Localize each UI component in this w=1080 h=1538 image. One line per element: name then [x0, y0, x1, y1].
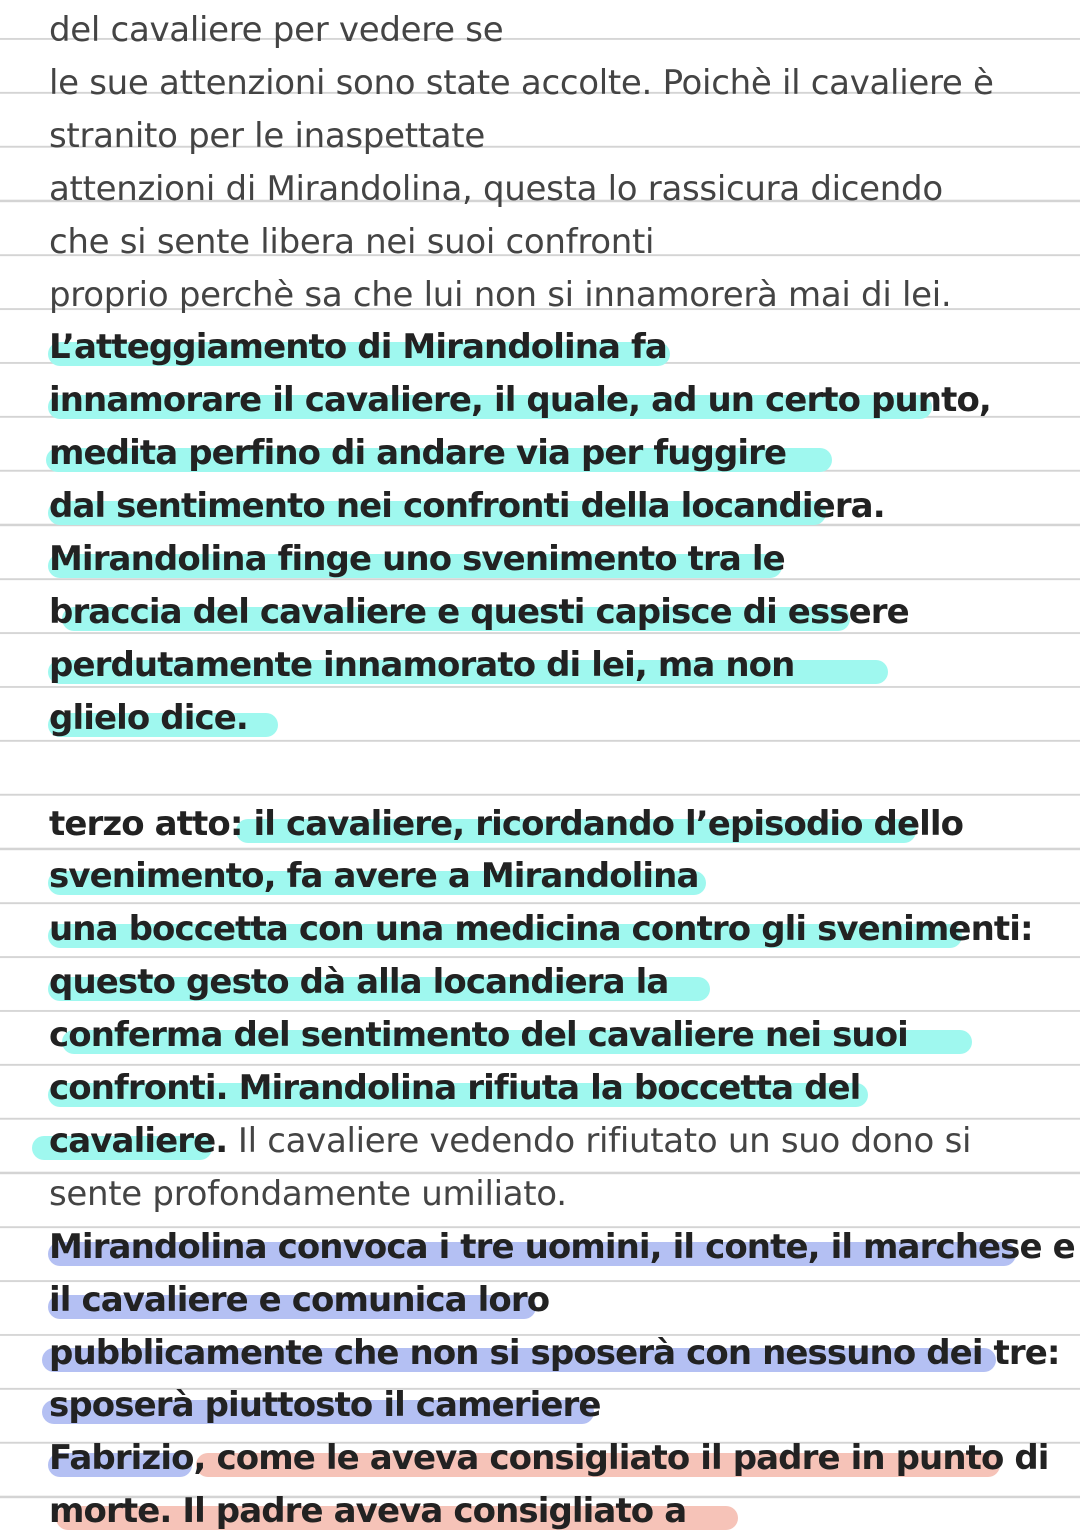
bold-text: conferma del sentimento del cavaliere nei suoi	[49, 1015, 908, 1056]
line-text	[49, 1383, 601, 1427]
plain-text: stranito per le inaspettate	[49, 115, 485, 156]
bold-text: dal sentimento nei confronti della locandiera.	[49, 486, 885, 527]
bold-text: il cavaliere e comunica loro	[49, 1279, 550, 1320]
note-line	[0, 586, 1080, 639]
note-line	[0, 4, 1080, 57]
bold-text: svenimento, fa avere a Mirandolina	[49, 856, 699, 897]
note-line	[0, 110, 1080, 163]
note-line	[0, 692, 1080, 745]
plain-text: le sue attenzioni sono state accolte. Poichè il cavaliere è	[49, 62, 994, 103]
line-text	[49, 114, 485, 158]
plain-text: che si sente libera nei suoi confronti	[49, 221, 655, 262]
note-line	[0, 903, 1080, 956]
note-line	[0, 639, 1080, 692]
line-text	[49, 960, 668, 1004]
note-line	[0, 480, 1080, 533]
plain-text: sente profondamente umiliato.	[49, 1173, 567, 1214]
note-line	[0, 216, 1080, 269]
plain-text: Il cavaliere vedendo rifiutato un suo dono si	[227, 1120, 972, 1161]
line-text	[49, 1489, 686, 1533]
line-text	[49, 537, 785, 581]
bold-text: perdutamente innamorato di lei, ma non	[49, 644, 795, 685]
note-line	[0, 1062, 1080, 1115]
bold-text: innamorare il cavaliere, il quale, ad un certo punto,	[49, 380, 991, 421]
line-text	[49, 854, 699, 898]
note-line	[0, 1327, 1080, 1380]
note-line	[0, 1485, 1080, 1538]
line-text	[49, 590, 909, 634]
bold-text: medita perfino di andare via per fuggire	[49, 433, 787, 474]
note-line	[0, 269, 1080, 322]
bold-text: glielo dice.	[49, 697, 248, 738]
line-text	[49, 1119, 971, 1163]
line-text	[49, 8, 503, 52]
bold-text: Fabrizio	[49, 1438, 194, 1479]
line-text	[49, 802, 963, 846]
bold-text: pubblicamente che non si sposerà con nessuno dei tre:	[49, 1332, 1060, 1373]
plain-text: proprio perchè sa che lui non si innamorerà mai di lei.	[49, 274, 952, 315]
line-text	[49, 1225, 1075, 1269]
bold-text: Mirandolina finge uno svenimento tra le	[49, 539, 785, 579]
line-text	[49, 220, 654, 264]
line-text	[49, 696, 248, 740]
note-line	[0, 1168, 1080, 1221]
line-text	[49, 167, 943, 211]
line-text	[49, 484, 885, 528]
line-text	[49, 907, 1033, 951]
line-text	[49, 1066, 860, 1110]
note-line	[0, 745, 1080, 798]
line-text	[49, 1278, 549, 1322]
bold-text: terzo atto:	[49, 803, 254, 844]
bold-text: questo gesto dà alla locandiera la	[49, 962, 669, 1003]
note-line	[0, 1115, 1080, 1168]
bold-text: Mirandolina convoca i tre uomini, il conte, il marchese e	[49, 1226, 1075, 1267]
note-line	[0, 1221, 1080, 1274]
note-line	[0, 1274, 1080, 1327]
bold-text: confronti. Mirandolina rifiuta la boccetta del	[49, 1068, 861, 1108]
line-text	[49, 325, 667, 369]
note-line	[0, 1379, 1080, 1432]
note-line	[0, 956, 1080, 1009]
line-text	[49, 1172, 567, 1216]
bold-text: cavaliere.	[49, 1120, 228, 1161]
note-line	[0, 321, 1080, 374]
line-text	[49, 643, 794, 687]
line-text	[49, 1013, 908, 1057]
bold-text: braccia del cavaliere e questi capisce di essere	[49, 591, 909, 632]
note-line	[0, 374, 1080, 427]
bold-text: , come le aveva consigliato il padre in punto di	[193, 1438, 1049, 1479]
bold-text: il cavaliere, ricordando l’episodio dello	[253, 803, 964, 844]
note-line	[0, 427, 1080, 480]
bold-text: sposerà piuttosto il cameriere	[49, 1385, 601, 1426]
note-line	[0, 798, 1080, 851]
note-line	[0, 163, 1080, 216]
line-text	[49, 431, 786, 475]
line-text	[49, 378, 991, 422]
bold-text: morte. Il padre aveva consigliato a	[49, 1491, 687, 1532]
plain-text: attenzioni di Mirandolina, questa lo rassicura dicendo	[49, 168, 943, 209]
plain-text: del cavaliere per vedere se	[49, 10, 504, 50]
line-text	[49, 273, 951, 317]
line-text	[49, 61, 994, 105]
note-line	[0, 533, 1080, 586]
note-line	[0, 850, 1080, 903]
line-text	[49, 1331, 1060, 1375]
bold-text: L’atteggiamento di Mirandolina fa	[49, 327, 667, 368]
bold-text: una boccetta con una medicina contro gli svenimenti:	[49, 909, 1033, 950]
note-line	[0, 57, 1080, 110]
note-line	[0, 1009, 1080, 1062]
line-text	[49, 1436, 1049, 1480]
note-line	[0, 1432, 1080, 1485]
